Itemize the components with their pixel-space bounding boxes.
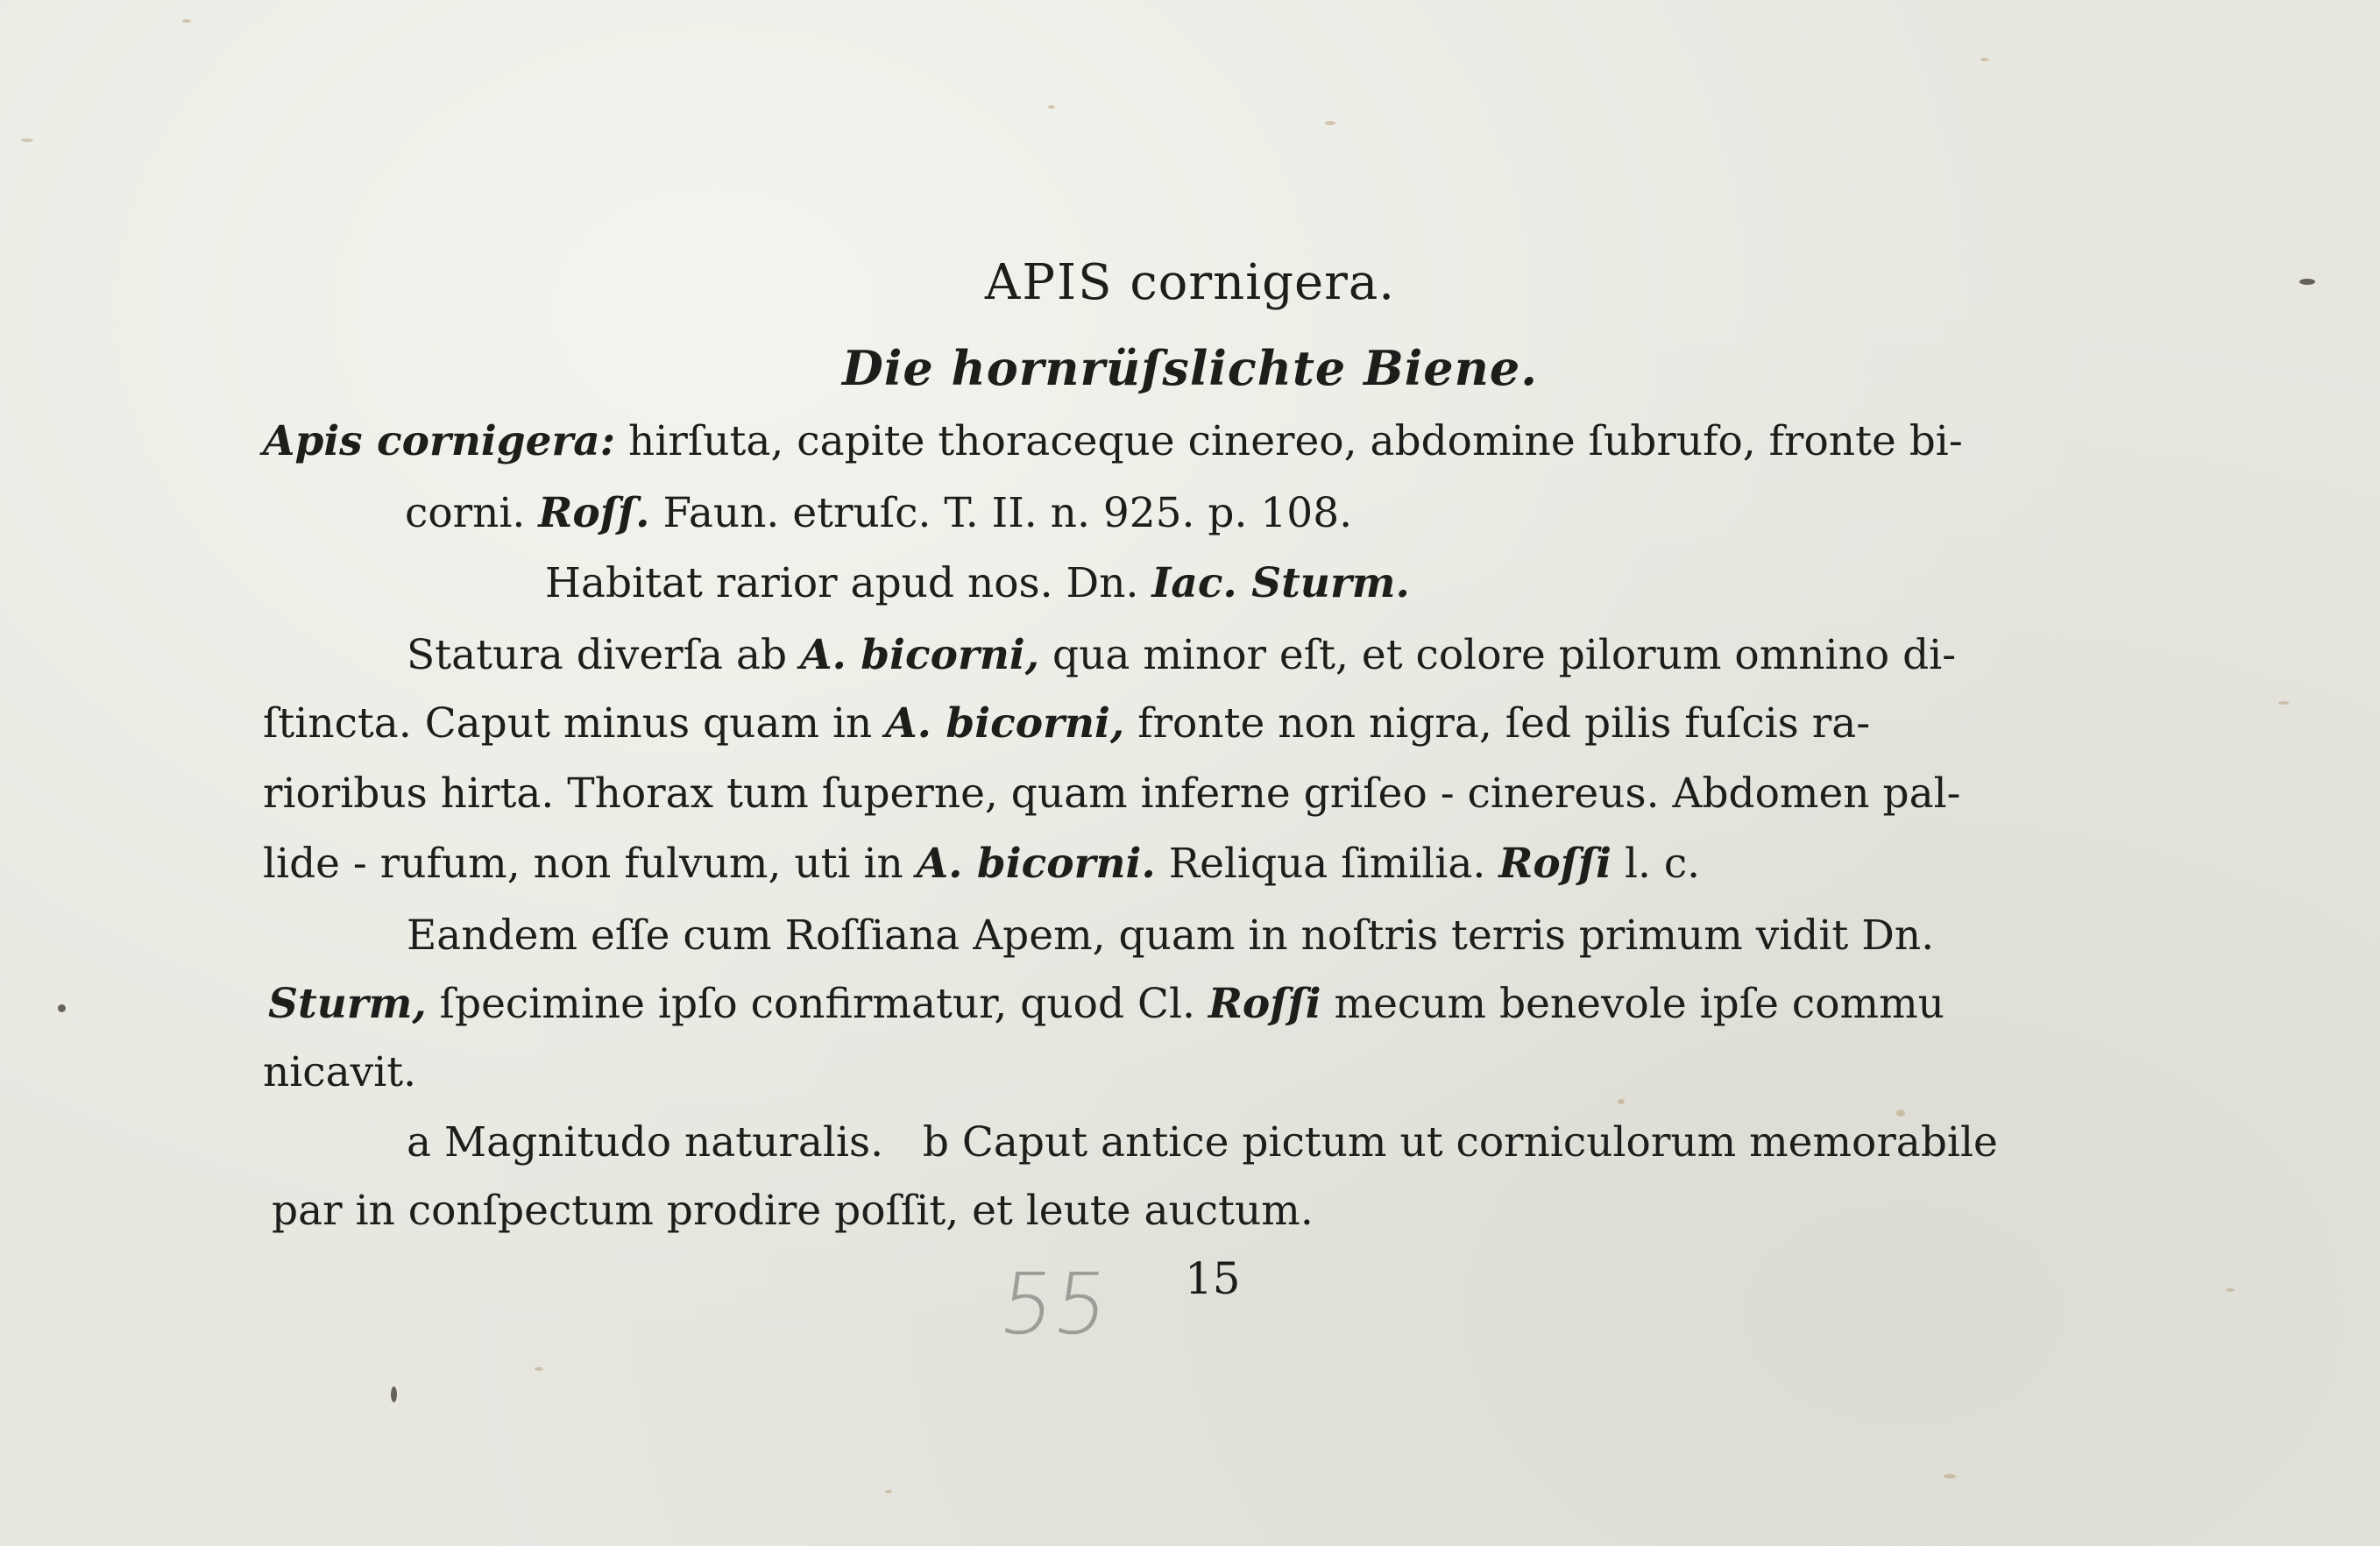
text-run: Statura diverſa ab — [407, 631, 788, 679]
paragraph-2-line-3 — [263, 1048, 416, 1096]
diagnosis-line-2 — [405, 489, 1352, 537]
paper-fleck — [1980, 58, 1989, 61]
ink-speck — [58, 1004, 66, 1012]
paragraph-2-line-1 — [407, 911, 1934, 960]
text-run: mecum benevole ipſe commu — [1334, 980, 1944, 1028]
paper-fleck — [885, 1490, 892, 1493]
paper-fleck — [1896, 1110, 1905, 1117]
text-run: ſtincta. Caput minus quam in — [263, 699, 873, 748]
paragraph-1-line-3 — [263, 769, 1961, 818]
page-subtitle: Die hornrüſslichte Biene. — [841, 340, 1539, 396]
text-run: lide - rufum, non fulvum, uti in — [263, 840, 903, 888]
species-ref: A. bicorni, — [885, 699, 1125, 748]
pencil-annotation: 55 — [994, 1255, 1116, 1353]
diagnosis-line-1 — [263, 417, 1963, 465]
paper-fleck — [1048, 105, 1055, 109]
text-run: l. c. — [1624, 840, 1701, 888]
page-number: 15 — [1185, 1253, 1241, 1304]
text-run: Reliqua ſimilia. — [1168, 840, 1486, 888]
diagnosis-species-name: Apis cornigera: — [263, 417, 616, 465]
text-run: rioribus hirta. Thorax tum ſuperne, quam inferne griſeo - cinereus. Abdomen pal- — [263, 769, 1961, 818]
paper-fleck — [182, 19, 191, 23]
diagnosis-author: Roſſ. — [538, 489, 650, 537]
diagnosis-text: corni. — [405, 489, 526, 537]
title-species: cornigera. — [1130, 254, 1396, 311]
habitat-text: Habitat rarior apud nos. Dn. — [545, 559, 1139, 607]
habitat-collector: Iac. Sturm. — [1151, 559, 1410, 607]
species-ref: A. bicorni. — [916, 840, 1156, 888]
title-genus: APIS — [984, 254, 1114, 311]
author-ref: Roſſi — [1208, 980, 1321, 1028]
page-title — [0, 254, 2380, 311]
paper-fleck — [535, 1367, 543, 1371]
collector-ref: Sturm, — [268, 980, 427, 1028]
paper-fleck — [21, 138, 33, 142]
paper-fleck — [1325, 121, 1335, 125]
paragraph-3-line-2 — [272, 1187, 1314, 1235]
diagnosis-text: hirſuta, capite thoraceque cinereo, abdomine ſubrufo, fronte bi- — [628, 417, 1963, 465]
paragraph-1-line-4 — [263, 840, 1700, 888]
text-run: nicavit. — [263, 1048, 417, 1096]
paragraph-1-line-2 — [263, 699, 1870, 748]
text-run: par in conſpectum prodire poſſit, et leute auctum. — [272, 1187, 1314, 1235]
author-ref: Roſſi — [1498, 840, 1611, 888]
text-run: ſpecimine ipſo confirmatur, quod Cl. — [439, 980, 1195, 1028]
text-run: fronte non nigra, ſed pilis fuſcis ra- — [1137, 699, 1871, 748]
paper-fleck — [2226, 1288, 2235, 1292]
text-run: a Magnitudo naturalis. b Caput antice pictum ut corniculorum memorabile — [407, 1118, 1998, 1167]
paper-fleck — [2278, 701, 2289, 705]
text-run: qua minor eſt, et colore pilorum omnino di- — [1052, 631, 1957, 679]
paragraph-3-line-1 — [407, 1118, 1998, 1167]
paper-fleck — [1618, 1099, 1625, 1104]
ink-speck — [391, 1386, 397, 1402]
diagnosis-reference: Faun. etruſc. T. II. n. 925. p. 108. — [662, 489, 1353, 537]
paragraph-1-line-1 — [407, 631, 1956, 679]
paper-fleck — [1944, 1474, 1956, 1479]
text-run: Eandem eſſe cum Roſſiana Apem, quam in noſtris terris primum vidit Dn. — [407, 911, 1935, 960]
paragraph-2-line-2 — [268, 980, 1944, 1028]
species-ref: A. bicorni, — [800, 631, 1040, 679]
habitat-line — [545, 559, 1410, 607]
